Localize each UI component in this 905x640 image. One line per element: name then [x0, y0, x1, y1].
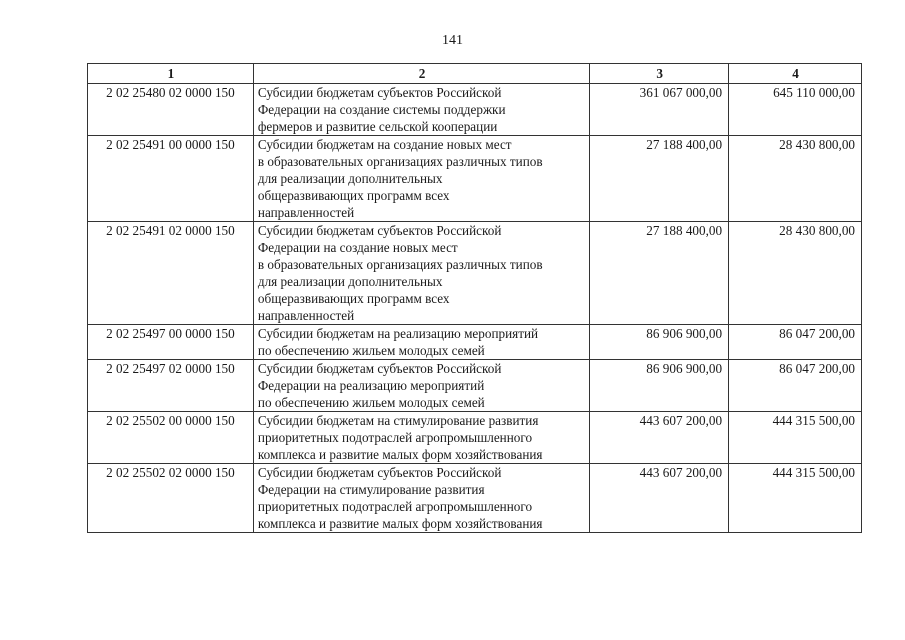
table-header-row	[88, 64, 862, 84]
amount-col3: 86 906 900,00	[590, 360, 729, 412]
column-header-1: 1	[88, 64, 254, 84]
table-row	[88, 222, 862, 325]
budget-code: 2 02 25497 00 0000 150	[88, 325, 254, 360]
budget-code: 2 02 25491 02 0000 150	[88, 222, 254, 325]
table-row	[88, 360, 862, 412]
column-header-2: 2	[253, 64, 589, 84]
amount-col3: 27 188 400,00	[590, 222, 729, 325]
amount-col4: 86 047 200,00	[729, 325, 862, 360]
amount-col4: 444 315 500,00	[729, 464, 862, 533]
column-header-3: 3	[590, 64, 729, 84]
column-header-4: 4	[729, 64, 862, 84]
row-description: Субсидии бюджетам на стимулирование развития приоритетных подотраслей агропромышленного комплекса и развитие малых форм хозяйствования	[253, 412, 589, 464]
amount-col3: 443 607 200,00	[590, 464, 729, 533]
amount-col4: 86 047 200,00	[729, 360, 862, 412]
table-row	[88, 325, 862, 360]
amount-col3: 361 067 000,00	[590, 84, 729, 136]
row-description: Субсидии бюджетам на реализацию мероприятий по обеспечению жильем молодых семей	[253, 325, 589, 360]
row-description: Субсидии бюджетам на создание новых мест в образовательных организациях различных типов для реализации дополнительных общеразвивающих программ всех направленностей	[253, 136, 589, 222]
amount-col4: 645 110 000,00	[729, 84, 862, 136]
page-number: 141	[442, 33, 463, 48]
budget-code: 2 02 25502 00 0000 150	[88, 412, 254, 464]
budget-code: 2 02 25480 02 0000 150	[88, 84, 254, 136]
row-description: Субсидии бюджетам субъектов Российской Федерации на создание системы поддержки фермеров и развитие сельской кооперации	[253, 84, 589, 136]
budget-table	[87, 63, 862, 533]
table-row	[88, 464, 862, 533]
row-description: Субсидии бюджетам субъектов Российской Федерации на стимулирование развития приоритетных подотраслей агропромышленного комплекса и развитие малых форм хозяйствования	[253, 464, 589, 533]
table-row	[88, 412, 862, 464]
table-row	[88, 84, 862, 136]
budget-code: 2 02 25497 02 0000 150	[88, 360, 254, 412]
row-description: Субсидии бюджетам субъектов Российской Федерации на реализацию мероприятий по обеспечению жильем молодых семей	[253, 360, 589, 412]
budget-code: 2 02 25491 00 0000 150	[88, 136, 254, 222]
amount-col3: 443 607 200,00	[590, 412, 729, 464]
budget-code: 2 02 25502 02 0000 150	[88, 464, 254, 533]
row-description: Субсидии бюджетам субъектов Российской Федерации на создание новых мест в образовательных организациях различных типов для реализации дополнительных общеразвивающих программ всех направленностей	[253, 222, 589, 325]
amount-col3: 86 906 900,00	[590, 325, 729, 360]
table-row	[88, 136, 862, 222]
amount-col4: 28 430 800,00	[729, 136, 862, 222]
amount-col4: 28 430 800,00	[729, 222, 862, 325]
amount-col4: 444 315 500,00	[729, 412, 862, 464]
amount-col3: 27 188 400,00	[590, 136, 729, 222]
